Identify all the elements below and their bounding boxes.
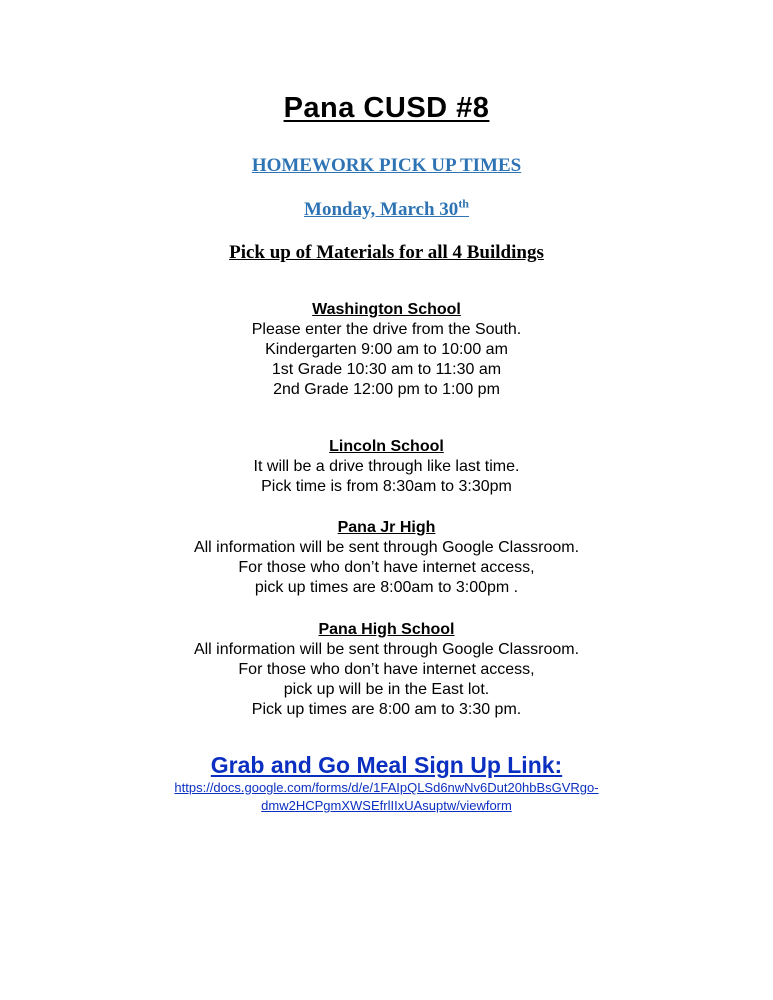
section-line: All information will be sent through Google Classroom. [193, 641, 580, 658]
section-line: It will be a drive through like last time. [253, 458, 520, 475]
section-pana-high-school [0, 620, 773, 720]
page-title: Pana CUSD #8 [283, 92, 490, 124]
date-suffix: th [458, 196, 469, 211]
section-heading: Washington School [312, 301, 461, 318]
meal-signup-heading: Grab and Go Meal Sign Up Link: [210, 752, 563, 778]
date-text: Monday, March 30 [304, 199, 459, 220]
section-lincoln-school [0, 437, 773, 497]
section-line: pick up will be in the East lot. [283, 681, 490, 698]
section-heading: Pana Jr High [337, 519, 436, 536]
date-heading [0, 196, 773, 221]
section-line: 2nd Grade 12:00 pm to 1:00 pm [273, 381, 500, 398]
meal-signup-link[interactable] [0, 779, 773, 815]
section-heading: Lincoln School [329, 438, 444, 455]
meal-link-line[interactable]: https://docs.google.com/forms/d/e/1FAIpQLSd6nwNv6Dut20hbBsGVRgo- [174, 780, 599, 795]
section-washington-school [0, 300, 773, 400]
section-line: All information will be sent through Google Classroom. [193, 539, 580, 556]
section-line: Pick up times are 8:00 am to 3:30 pm. [251, 701, 522, 718]
section-line: Please enter the drive from the South. [251, 321, 522, 338]
section-line: pick up times are 8:00am to 3:00pm . [254, 579, 519, 596]
section-line: Kindergarten 9:00 am to 10:00 am [265, 341, 508, 358]
section-heading: Pana High School [318, 621, 455, 638]
meal-link-line[interactable]: dmw2HCPgmXWSEfrlIIxUAsuptw/viewform [261, 798, 512, 813]
section-pana-jr-high [0, 518, 773, 598]
section-line: 1st Grade 10:30 am to 11:30 am [271, 361, 502, 378]
section-line: For those who don’t have internet access, [238, 559, 535, 576]
section-line: Pick time is from 8:30am to 3:30pm [261, 478, 512, 495]
section-line: For those who don’t have internet access, [238, 661, 535, 678]
materials-heading: Pick up of Materials for all 4 Buildings [229, 242, 544, 263]
homework-pickup-heading: HOMEWORK PICK UP TIMES [251, 155, 522, 176]
